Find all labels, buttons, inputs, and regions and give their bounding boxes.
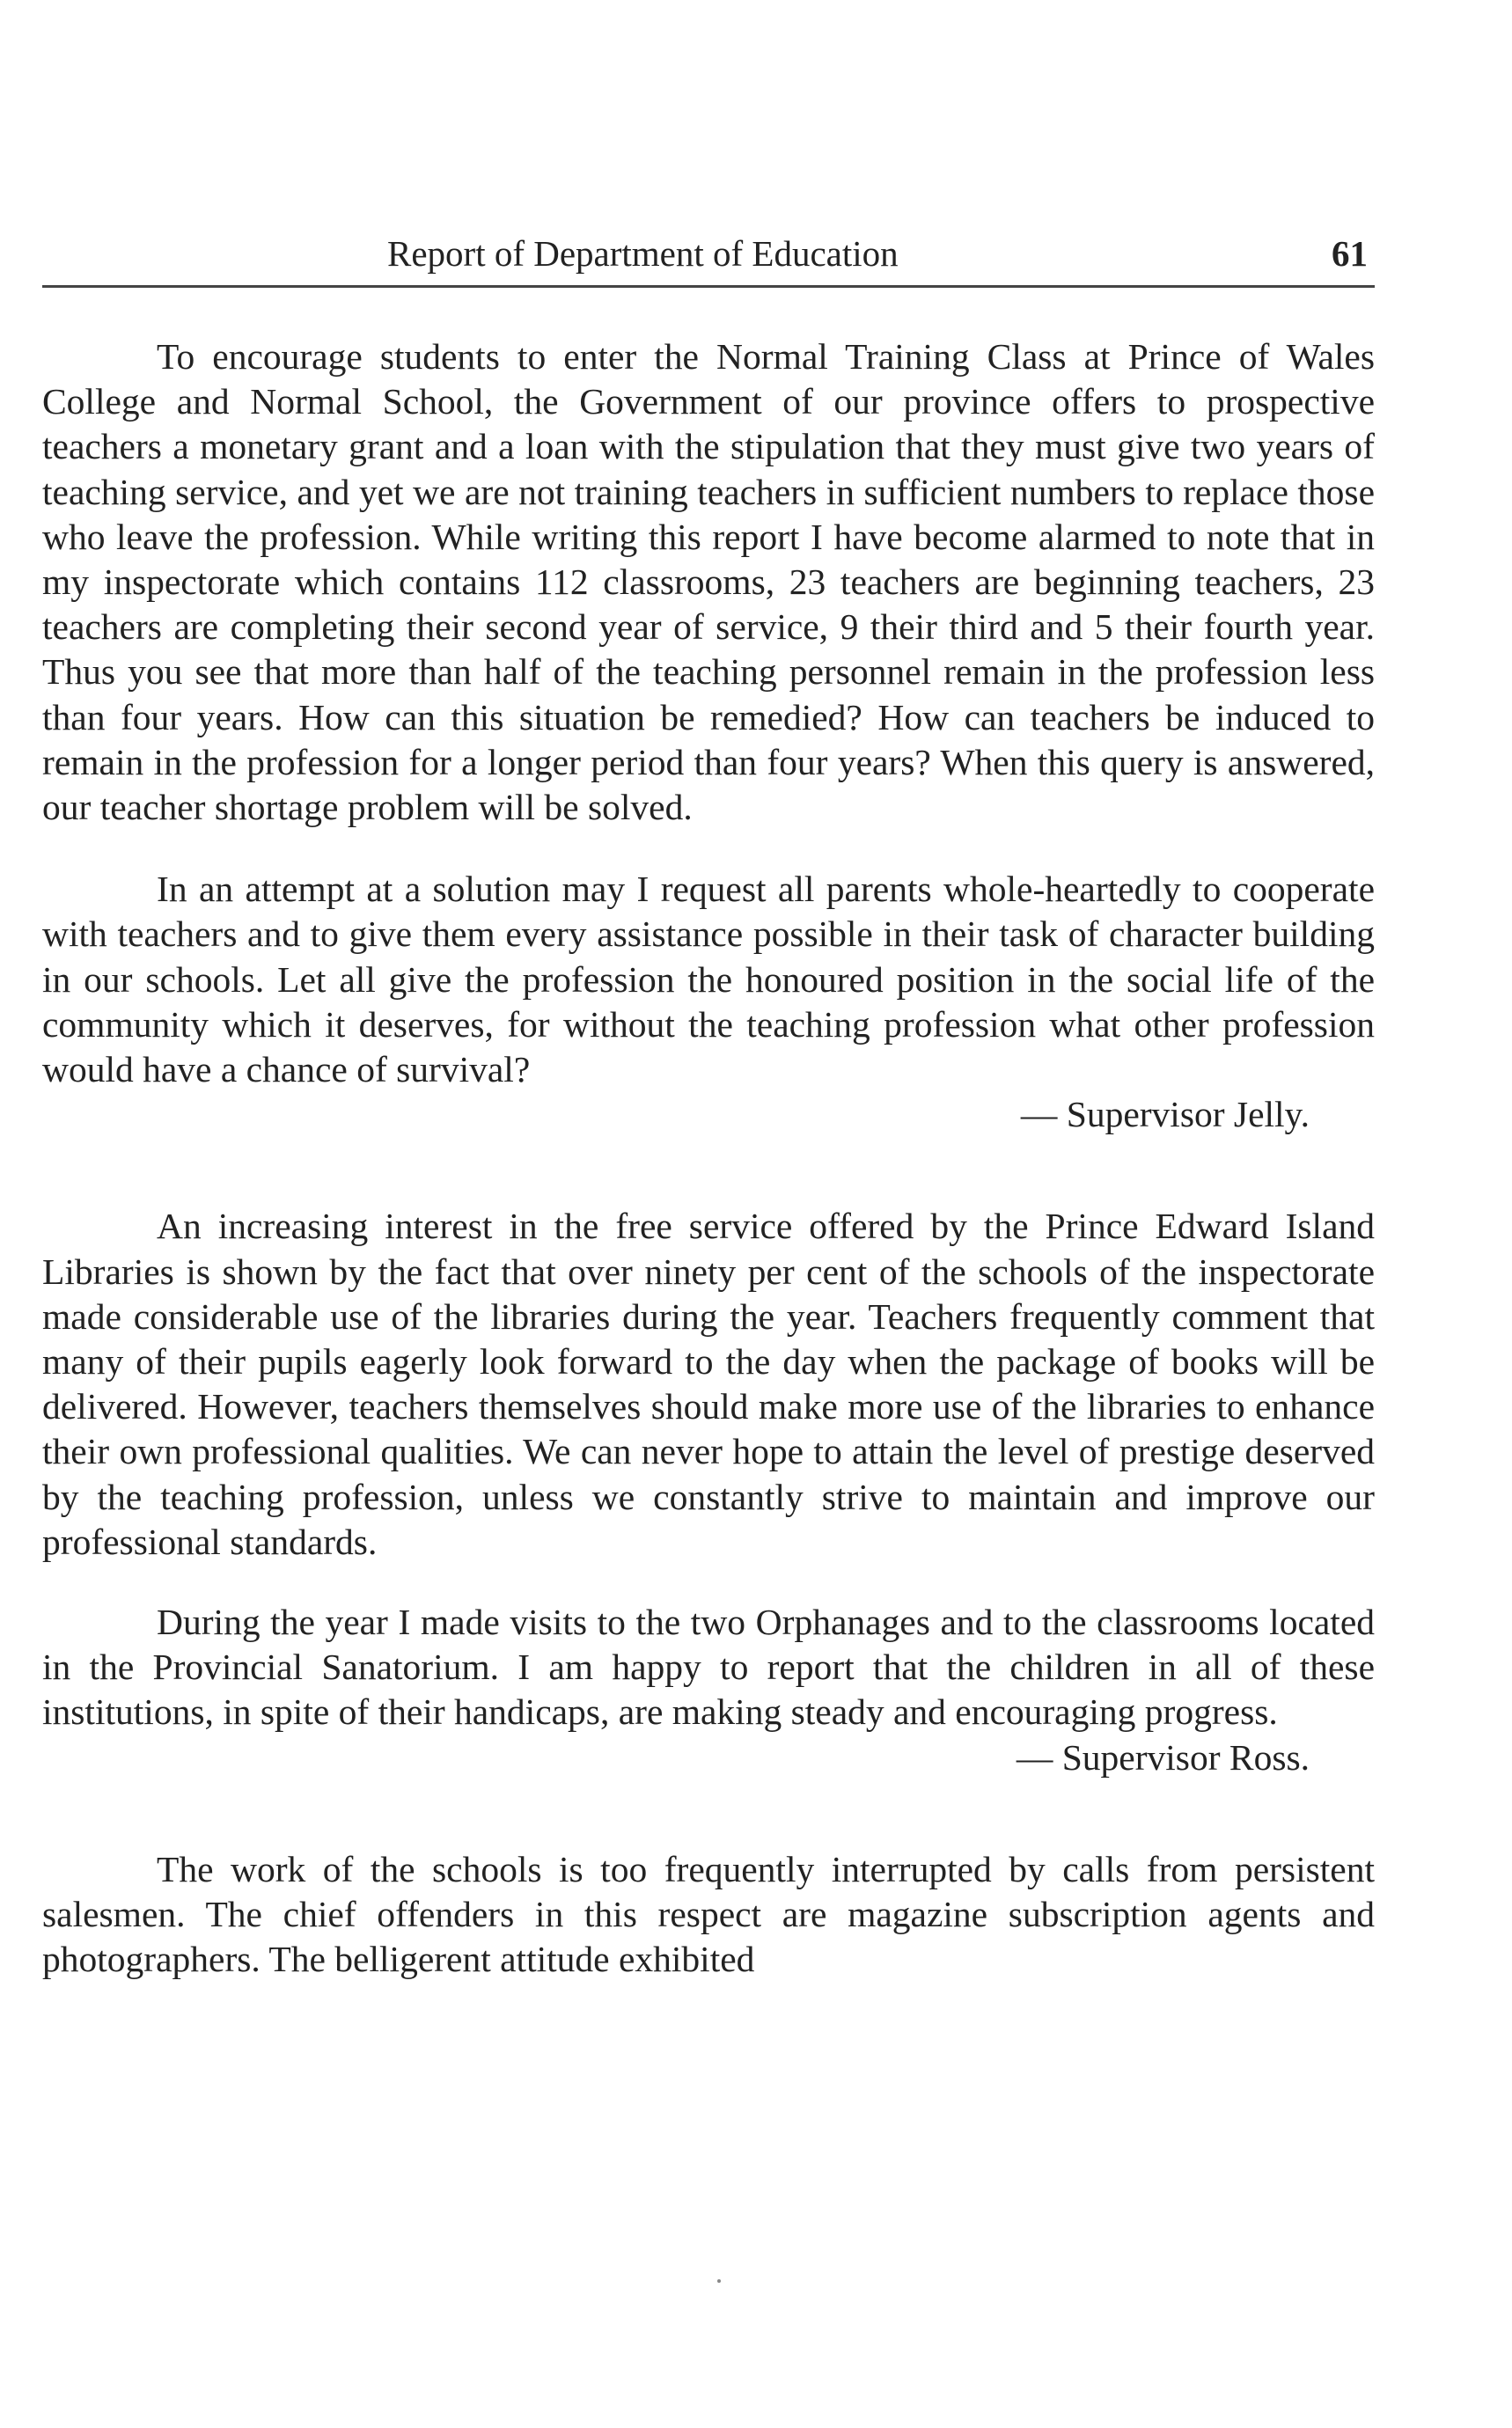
paragraph-normal-training: To encourage students to enter the Normal Training Class at Prince of Wales College and Normal School, the Government of our province offers to prospective teachers a monetary grant and a loan with the stipulation that they must give two years of teaching service, and yet we are not training teachers in sufficient numbers to replace those who leave the profession. While writing this report I have become alarmed to note that in my inspectorate which contains 112 classrooms, 23 teachers are beginning teachers, 23 teachers are completing their second year of service, 9 their third and 5 their fourth year. Thus you see that more than half of the teaching personnel remain in the profession less than four years. How can this situation be remedied? How can teachers be induced to remain in the profession for a longer period than four years? When this query is answered, our teacher shortage problem will be solved. xyxy=(42,336,1375,828)
page-header xyxy=(42,231,1375,288)
body-text xyxy=(42,334,1375,1983)
signature-supervisor-ross: — Supervisor Ross. xyxy=(1016,1736,1310,1778)
paragraph-salesmen: The work of the schools is too frequently interrupted by calls from persistent salesmen. The chief offenders in this respect are magazine subscription agents and photographers. The belligerent attitude exhibited xyxy=(42,1848,1375,1980)
paragraph-orphanages: During the year I made visits to the two Orphanages and to the classrooms located in the Provincial Sanatorium. I am happy to report that the children in all of these institutions, in spite of their handicaps, are making steady and encouraging progress. xyxy=(42,1602,1375,1733)
print-speck xyxy=(717,2279,721,2283)
running-header-title: Report of Department of Education xyxy=(387,233,899,274)
paragraph-parents-cooperation: In an attempt at a solution may I request all parents whole-heartedly to cooperate with teachers and to give them every assistance possible in their task of character building in our schools. Let all give the profession the honoured position in the social life of the community which it deserves, for without the teaching profession what other profession would have a chance of survival? xyxy=(42,869,1375,1090)
paragraph-libraries: An increasing interest in the free service offered by the Prince Edward Island Libraries is shown by the fact that over ninety per cent of the schools of the inspectorate made considerable use of the libraries during the year. Teachers frequently comment that many of their pupils eagerly look forward to the day when the package of books will be delivered. However, teachers themselves should make more use of the libraries to enhance their own professional qualities. We can never hope to attain the level of prestige deserved by the teaching profession, unless we constantly strive to maintain and improve our professional standards. xyxy=(42,1206,1375,1562)
signature-supervisor-jelly: — Supervisor Jelly. xyxy=(1020,1094,1310,1135)
page-number: 61 xyxy=(1332,233,1368,274)
